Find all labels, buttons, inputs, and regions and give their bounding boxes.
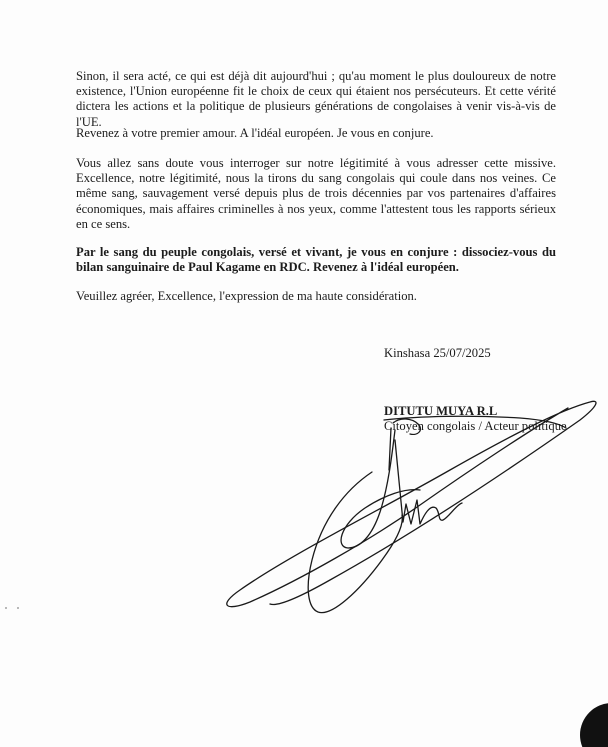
signature-upper-loop-stroke xyxy=(341,430,420,548)
letter-closing-formula: Veuillez agréer, Excellence, l'expression de ma haute considération. xyxy=(76,289,417,303)
letter-paragraph-warning: Sinon, il sera acté, ce qui est déjà dit aujourd'hui ; qu'au moment le plus douloureux de notre existence, l'Union européenne fit le choix de ceux qui étaient nos persécuteurs. Et cette vérité dictera les actions et la politique de plusieurs générations de congolaises à venir vis-à-vis de l'UE. xyxy=(76,69,556,129)
scan-corner-shadow xyxy=(580,703,608,747)
signature-lower-sweep-stroke xyxy=(308,472,402,613)
scan-speck-marks xyxy=(4,604,28,612)
signatory-title: Citoyen congolais / Acteur politique xyxy=(384,419,567,433)
letter-paragraph-appeal: Revenez à votre premier amour. A l'idéal européen. Je vous en conjure. xyxy=(76,126,434,140)
place-and-date: Kinshasa 25/07/2025 xyxy=(384,346,491,360)
signature-vertical-strokes xyxy=(389,428,462,524)
letter-paragraph-legitimacy: Vous allez sans doute vous interroger sur notre légitimité à vous adresser cette missive. Excellence, notre légitimité, nous la tirons du sang congolais qui coule dans nos veines. Ce même sang, sauvagement versé depuis plus de trois décennies par vos partenaires d'affaires économiques, mais affaires criminelles à nos yeux, comme l'attestent tous les rapports sérieux en ce sens. xyxy=(76,156,556,231)
signatory-name: DITUTU MUYA R.L xyxy=(384,404,498,418)
letter-paragraph-bold-plea: Par le sang du peuple congolais, versé et vivant, je vous en conjure : dissociez-vous du bilan sanguinaire de Paul Kagame en RDC. Revenez à l'idéal européen. xyxy=(76,245,556,275)
